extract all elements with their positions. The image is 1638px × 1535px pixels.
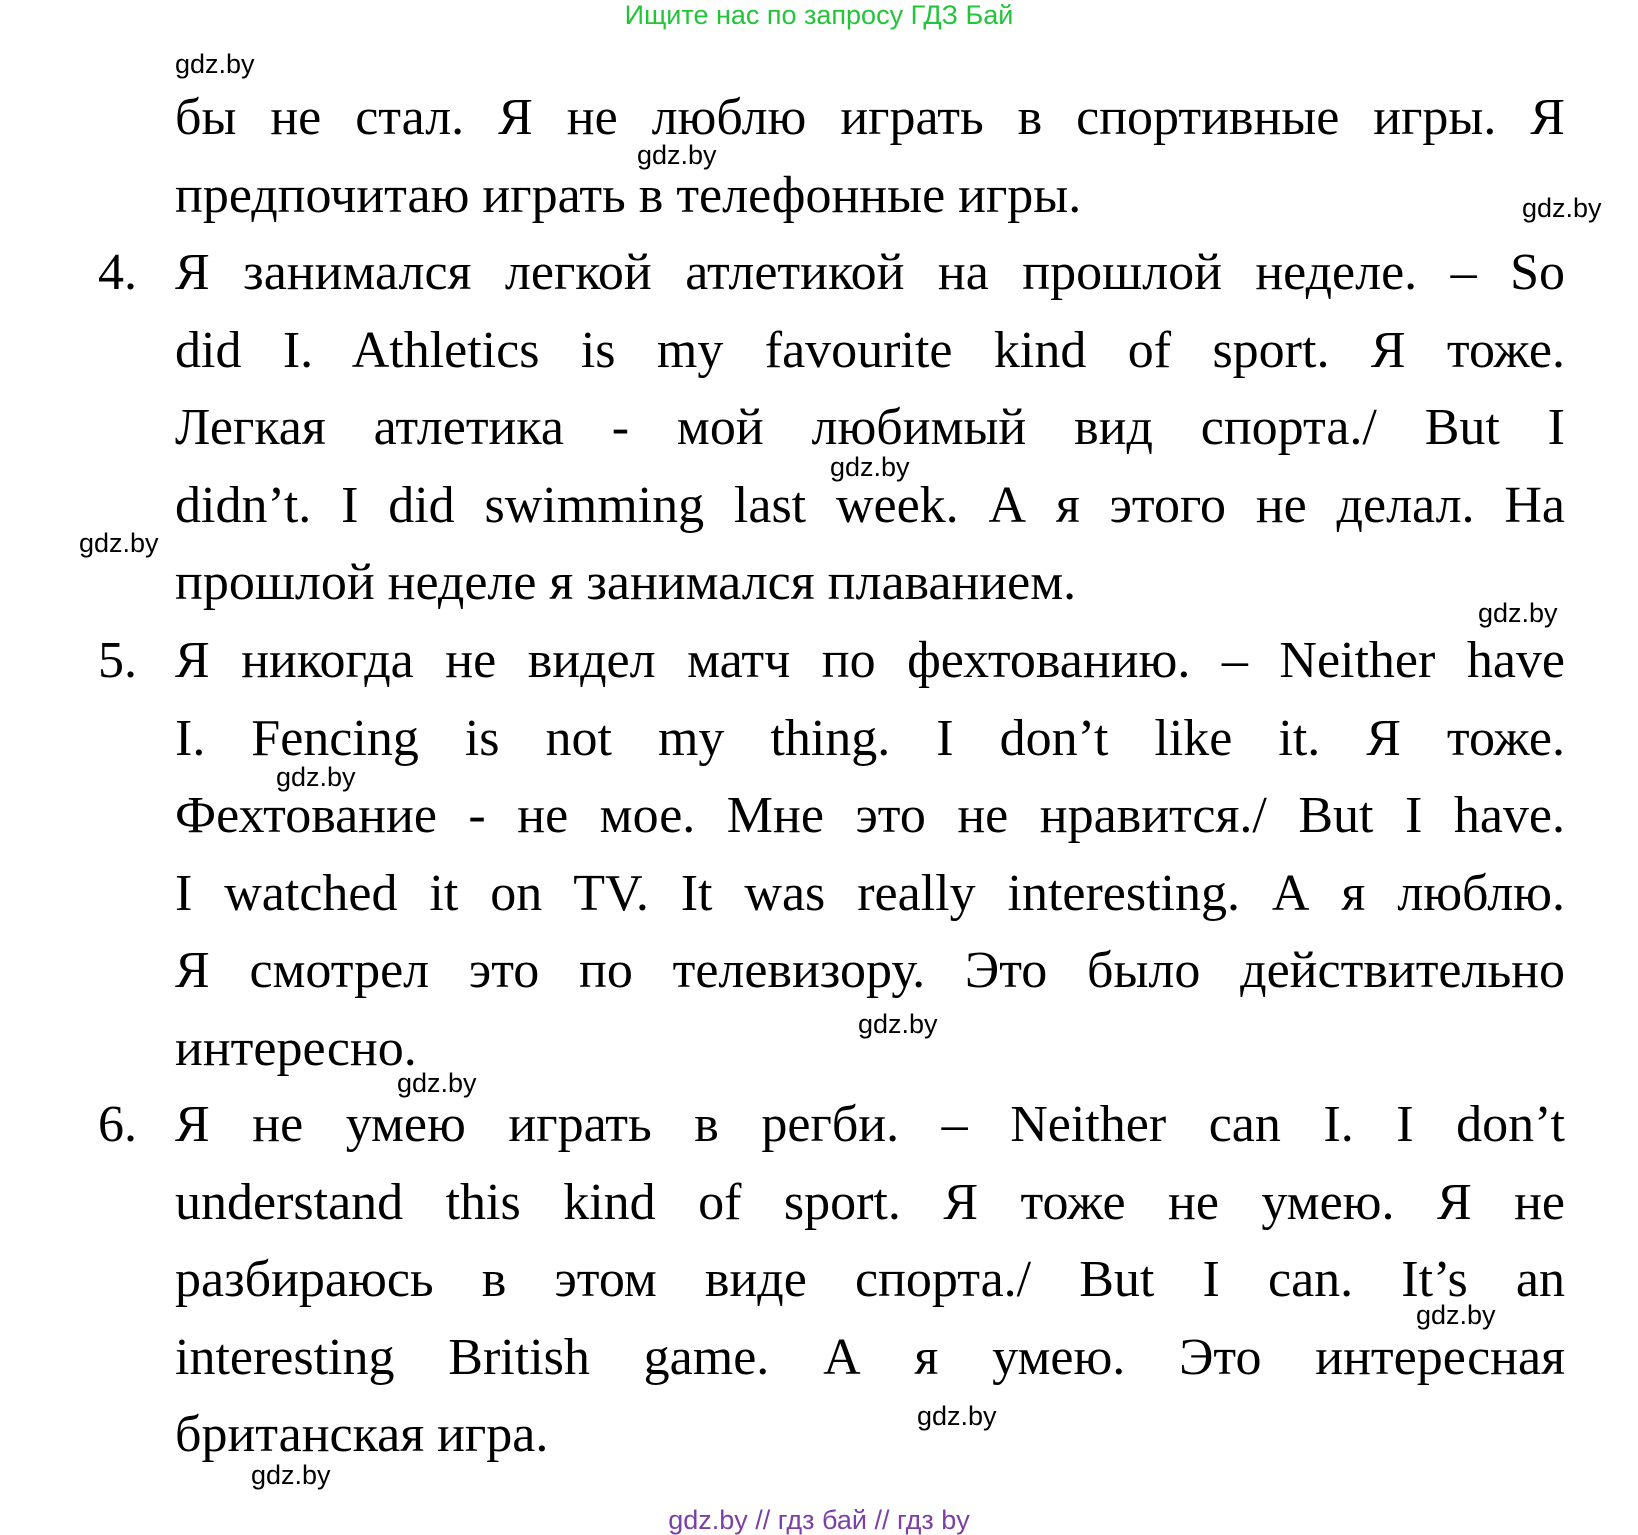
answer-line: прошлой неделе я занимался плаванием.: [175, 554, 1077, 611]
answer-line: Я никогда не видел матч по фехтованию. – Neither have: [175, 632, 1565, 689]
watermark: gdz.by: [858, 1009, 938, 1039]
answer-number: 5.: [98, 632, 137, 689]
watermark: gdz.by: [1416, 1300, 1496, 1330]
watermark: gdz.by: [251, 1460, 331, 1490]
answer-4: [175, 234, 1565, 622]
answer-line: understand this kind of sport. Я тоже не умею. Я не: [175, 1173, 1565, 1231]
answer-line: предпочитаю играть в телефонные игры.: [175, 166, 1082, 224]
watermark: gdz.by: [1522, 193, 1602, 223]
answer-line: Я не умею играть в регби. – Neither can I. I don’t: [175, 1096, 1565, 1153]
answer-line: бы не стал. Я не люблю играть в спортивные игры. Я: [175, 89, 1565, 146]
watermark: gdz.by: [830, 452, 910, 482]
answer-number: 4.: [98, 244, 137, 301]
footer-links: gdz.by // гдз бай // гдз by: [668, 1505, 970, 1535]
answer-number: 6.: [98, 1096, 137, 1153]
answer-line: I. Fencing is not my thing. I don’t like it. Я тоже.: [175, 709, 1565, 767]
watermark: gdz.by: [397, 1068, 477, 1098]
watermark: gdz.by: [79, 528, 159, 558]
watermark: gdz.by: [917, 1401, 997, 1431]
answer-line: британская игра.: [175, 1406, 549, 1463]
answer-line: интересно.: [175, 1019, 417, 1077]
search-banner: Ищите нас по запросу ГДЗ Бай: [624, 0, 1014, 30]
answer-line: Я занимался легкой атлетикой на прошлой неделе. – So: [175, 244, 1565, 301]
watermark: gdz.by: [1478, 598, 1558, 628]
answer-line: didn’t. I did swimming last week. А я этого не делал. На: [175, 476, 1565, 534]
answer-continuation: [175, 79, 1565, 234]
answer-line: did I. Athletics is my favourite kind of sport. Я тоже.: [175, 321, 1565, 379]
watermark: gdz.by: [276, 762, 356, 792]
answer-line: interesting British game. А я умею. Это интересная: [175, 1328, 1565, 1386]
answer-line: Легкая атлетика - мой любимый вид спорта./ But I: [175, 399, 1565, 456]
answer-line: I watched it on TV. It was really interesting. А я люблю.: [175, 864, 1565, 922]
answer-line: разбираюсь в этом виде спорта./ But I can. It’s an: [175, 1251, 1565, 1308]
watermark: gdz.by: [637, 140, 717, 170]
answer-line: Я смотрел это по телевизору. Это было действительно: [175, 942, 1565, 999]
watermark: gdz.by: [175, 49, 255, 79]
answer-6: [175, 1086, 1565, 1474]
answer-line: Фехтование - не мое. Мне это не нравится./ But I have.: [175, 787, 1565, 844]
